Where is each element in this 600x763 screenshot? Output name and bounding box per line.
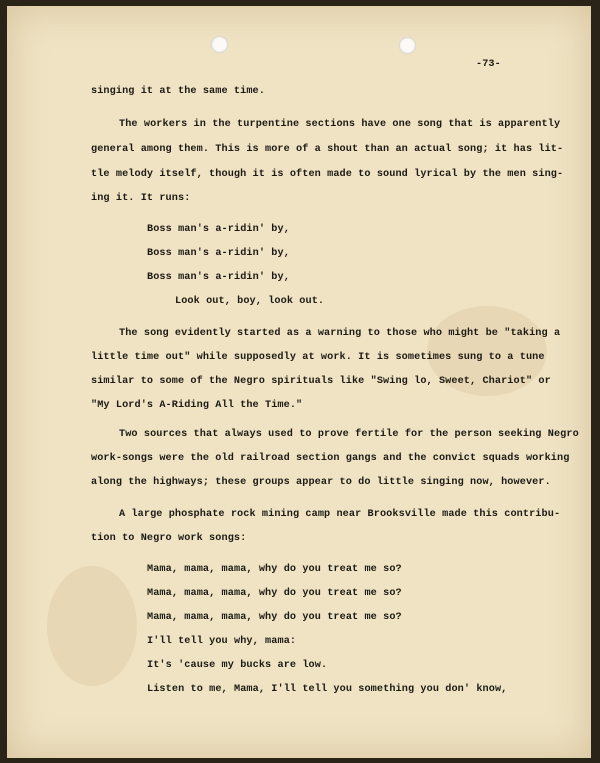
text-line: work-songs were the old railroad section gangs and the convict squads working	[91, 453, 570, 464]
text-line: The song evidently started as a warning to those who might be "taking a	[119, 328, 561, 339]
verse-line: Boss man's a-ridin' by,	[147, 272, 290, 283]
text-line: tle melody itself, though it is often made to sound lyrical by the men sing-	[91, 169, 564, 180]
text-line: A large phosphate rock mining camp near Brooksville made this contribu-	[119, 509, 561, 520]
text-line: along the highways; these groups appear to do little singing now, however.	[91, 477, 551, 488]
paper-stain	[47, 566, 137, 686]
punch-hole	[399, 37, 416, 54]
verse-line: Look out, boy, look out.	[175, 296, 325, 307]
verse-line: It's 'cause my bucks are low.	[147, 660, 328, 671]
text-line: "My Lord's A-Riding All the Time."	[91, 400, 303, 411]
text-line: little time out" while supposedly at work. It is sometimes sung to a tune	[91, 352, 545, 363]
verse-line: Listen to me, Mama, I'll tell you something you don' know,	[147, 684, 508, 695]
verse-line: I'll tell you why, mama:	[147, 636, 297, 647]
document-page	[7, 6, 591, 758]
text-line: The workers in the turpentine sections have one song that is apparently	[119, 119, 561, 130]
verse-line: Boss man's a-ridin' by,	[147, 224, 290, 235]
page-number: -73-	[476, 59, 501, 70]
verse-line: Mama, mama, mama, why do you treat me so?	[147, 588, 402, 599]
punch-hole	[211, 36, 228, 53]
verse-line: Boss man's a-ridin' by,	[147, 248, 290, 259]
verse-line: Mama, mama, mama, why do you treat me so?	[147, 564, 402, 575]
text-line: tion to Negro work songs:	[91, 533, 247, 544]
verse-line: Mama, mama, mama, why do you treat me so?	[147, 612, 402, 623]
text-line: similar to some of the Negro spirituals like "Swing lo, Sweet, Chariot" or	[91, 376, 551, 387]
text-line: general among them. This is more of a shout than an actual song; it has lit-	[91, 144, 564, 155]
text-line: Two sources that always used to prove fertile for the person seeking Negro	[119, 429, 579, 440]
text-line: ing it. It runs:	[91, 193, 191, 204]
text-line: singing it at the same time.	[91, 86, 265, 97]
